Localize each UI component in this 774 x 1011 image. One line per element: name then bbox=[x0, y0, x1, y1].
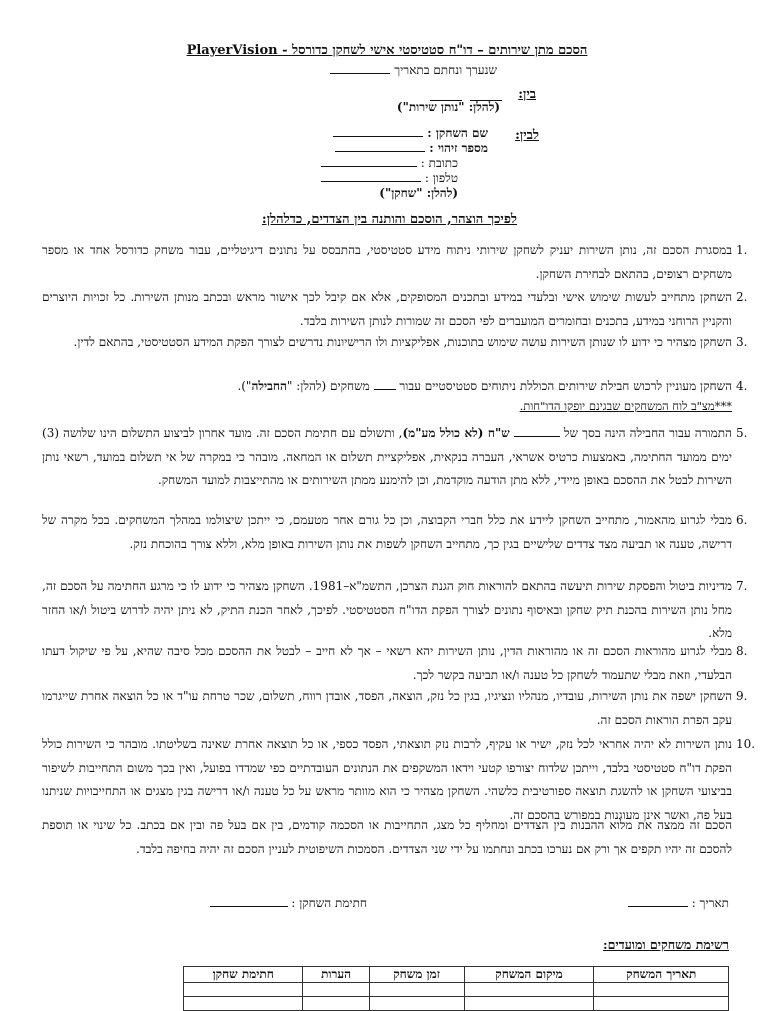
closing-paragraph: הסכם זה ממצה את מלוא ההבנות בין הצדדים ומחליף כל מצג, התחייבות או הסכמה קודמים, בין אם בעל פה ובין אם בכתב. כל שינוי או תוספת להסכם זה יהיו תקפים אך ורק אם נערכו בכתב ונחתמו על ידי שני הצדדים. הסמכות השיפוטית לעניין הסכם זה יהיה בחיפה בלבד. bbox=[42, 818, 732, 856]
clause-text: מבלי לגרוע מהוראות הסכם זה או מהוראות הדין, נותן השירות יהא רשאי – אך לא חייב – לבטל את ההסכם מכל סיבה שהיא, על פי שיקול דעתו הבלעדי, וזאת מבלי שתעמוד לשחקן כל טענה ו/או תביעה בקשר לכך. bbox=[42, 644, 732, 682]
price-currency: ש"ח (לא כולל מע"מ) bbox=[402, 426, 510, 440]
player-phone-row bbox=[321, 171, 458, 186]
signed-on-label: שנערך ונחתם בתאריך bbox=[394, 63, 497, 77]
clause-number: 4. bbox=[736, 379, 748, 393]
player-address-row bbox=[321, 156, 458, 171]
clause-number: 6. bbox=[736, 513, 748, 527]
clause-5 bbox=[42, 422, 748, 493]
player-details bbox=[321, 126, 488, 201]
clause-number: 9. bbox=[736, 689, 748, 703]
header-game-time: זמן משחק bbox=[369, 967, 464, 983]
clause-text: התמורה עבור החבילה הינה בסך של bbox=[563, 426, 732, 440]
clause-text: מבלי לגרוע מהאמור, מתחייב השחקן ליידע את כלל חברי הקבוצה, וכן כל גורם אחר מטעמם, כי ייתכן שיצולמו במהלך המשחקים. בכל מקרה של דרישה, טענה או תביעה מצד צדדים שלישיים בגין כך, מתחייב השחקן לשפות את נותן השירות באופן מלא, וללא צורך בהוכחת נזק. bbox=[42, 513, 732, 551]
cell-player-signature[interactable] bbox=[184, 983, 303, 997]
player-signature-field[interactable] bbox=[210, 905, 288, 907]
player-signature bbox=[210, 896, 367, 911]
schedule-header-row bbox=[184, 967, 729, 983]
player-signature-label: חתימת השחקן : bbox=[291, 896, 367, 910]
clause-text: נותן השירות לא יהיה אחראי לכל נזק, ישיר או עקיף, לרבות נזק תוצאתי, הפסד כספי, או כל תוצאה אחרת שאינה בשליטתו. מובהר כי השירות כולל הפקת דו"ח סטטיסטי בלבד, וייתכן שלדוח יצורפו קטעי וידאו המשקפים את הנתונים העובדתיים כפי שמדדו בפועל, ואין בכך משום התחייבות לשיפור בביצועי השחקן או להשגת תוצאה ספורטיבית כלשהי. השחקן מצהיר כי הוא מוותר מראש על כל טענה ו/או דרישה בגין מצגים או התחייבויות שניתנו בעל פה, ואשר אינן מעוגנות במפורש בהסכם זה. bbox=[42, 737, 732, 822]
package-term: החבילה bbox=[251, 379, 287, 393]
cell-notes[interactable] bbox=[303, 983, 369, 997]
player-phone-field[interactable] bbox=[321, 180, 421, 182]
player-id-row bbox=[321, 141, 488, 156]
clause-number: 8. bbox=[736, 644, 748, 658]
clause-text: משחקים (להלן: " bbox=[286, 379, 370, 393]
clause-number: 2. bbox=[736, 290, 748, 304]
table-row bbox=[184, 983, 729, 997]
schedule-note: ***מצ"ב לוח המשחקים שבגינם יופקו הדו"חות. bbox=[519, 399, 732, 413]
between-label: בין: bbox=[518, 87, 536, 102]
date-field[interactable] bbox=[628, 905, 688, 907]
clause-text: במסגרת הסכם זה, נותן השירות יעניק לשחקן שירותי ניתוח מידע סטטיסטי, בהתבסס על נתונים דיגיטליים, עבור משחק כדורסל אחד או מספר משחקים רצופים, בהתאם לבחירת השחקן. bbox=[42, 243, 732, 281]
clause-number: 1. bbox=[736, 243, 748, 257]
player-address-field[interactable] bbox=[321, 165, 417, 167]
table-row bbox=[184, 997, 729, 1011]
clause-6 bbox=[42, 509, 748, 556]
clause-text: השחקן מצהיר כי ידוע לו שנותן השירות עושה שימוש בתוכנות, אפליקציות ולו הרישיונות נדרשים לצורך הפקת המידע הסטטיסטי, בהתאם לדין. bbox=[73, 335, 732, 349]
cell-game-date[interactable] bbox=[594, 983, 729, 997]
header-notes: הערות bbox=[303, 967, 369, 983]
date-signature bbox=[628, 896, 729, 911]
clause-9 bbox=[42, 685, 748, 732]
player-id-label: מספר זיהוי : bbox=[429, 141, 488, 155]
games-count-field[interactable] bbox=[374, 388, 396, 390]
clause-number: 3. bbox=[736, 335, 748, 349]
player-phone-label: טלפון : bbox=[424, 171, 458, 185]
cell-game-time[interactable] bbox=[369, 997, 464, 1011]
cell-notes[interactable] bbox=[303, 997, 369, 1011]
cell-player-signature[interactable] bbox=[184, 997, 303, 1011]
player-id-field[interactable] bbox=[335, 150, 425, 152]
clause-number: 5. bbox=[736, 426, 748, 440]
clause-8 bbox=[42, 640, 748, 687]
signed-on-line bbox=[330, 63, 497, 78]
cell-game-location[interactable] bbox=[464, 997, 594, 1011]
clause-text: מדיניות ביטול והפסקת שירות תיעשה בהתאם להוראות חוק הגנת הצרכן, התשמ"א–1981. השחקן מצהיר כי ידוע לו כי מרגע החתימה על הסכם זה, מחל נותן השירות בהכנת תיק שחקן ובאיסוף נתונים לצורך הפקת הדו"ח הסטטיסטי. לפיכך, לאחר הכנת התיק, לא ניתן יהיה לדרוש ביטול ו/או החזר מלא. bbox=[42, 579, 732, 640]
clause-number: 10. bbox=[736, 737, 756, 751]
signed-date-field[interactable] bbox=[330, 72, 390, 74]
player-name-field[interactable] bbox=[333, 135, 423, 137]
clause-7 bbox=[42, 575, 748, 646]
document-title: הסכם מתן שירותים – דו"ח סטטיסטי אישי לשחקן כדורסל - PlayerVision bbox=[186, 43, 588, 58]
clause-text: , ותשולם עם חתימת הסכם זה. מועד אחרון לביצוע התשלום הינו שלושה (3) ימים ממועד החתימה, באמצעות כרטיס אשראי, העברה בנקאית, אפליקציית תשלום או המחאה. מובהר כי במקרה של אי תשלום במועד, רשאי נותן השירות לבטל את ההסכם באופן מיידי, ללא מתן הודעה מוקדמת, וכן להימנע ממתן השירותים או מהתייצבות למועד המשחק. bbox=[42, 426, 732, 487]
games-schedule-table bbox=[183, 966, 729, 1011]
player-name-label: שם השחקן : bbox=[427, 126, 488, 140]
schedule-title: רשימת משחקים ומועדים: bbox=[602, 937, 729, 952]
cell-game-time[interactable] bbox=[369, 983, 464, 997]
clause-number: 7. bbox=[736, 579, 748, 593]
cell-game-date[interactable] bbox=[594, 997, 729, 1011]
clause-text: השחקן מתחייב לעשות שימוש אישי ובלעדי במידע ובתכנים המסופקים, אלא אם קיבל לכך אישור מראש ובכתב מנותן השירות. כל זכויות היוצרים והקניין הרוחני במידע, בתכנים ובחומרים המועברים לפי הסכם זה שמורות לנותן השירות בלבד. bbox=[42, 290, 732, 328]
cell-game-location[interactable] bbox=[464, 983, 594, 997]
clause-4 bbox=[42, 376, 748, 416]
player-ref: (להלן: "שחקן") bbox=[379, 186, 458, 200]
whereas-heading: לפיכך הוצהר, הוסכם והותנה בין הצדדים, כדלהלן: bbox=[261, 212, 517, 227]
price-field[interactable] bbox=[514, 435, 560, 437]
player-name-row bbox=[321, 126, 488, 141]
header-game-date: תאריך המשחק bbox=[594, 967, 729, 983]
player-address-label: כתובת : bbox=[420, 156, 458, 170]
header-player-signature: חתימת שחקן bbox=[184, 967, 303, 983]
provider-ref: (להלן: "נותן שירות") bbox=[396, 100, 500, 114]
clause-3 bbox=[42, 331, 748, 355]
clause-2 bbox=[42, 286, 748, 333]
clause-text: השחקן מעוניין לרכוש חבילת שירותים הכוללת ניתוחים סטטיסטיים עבור bbox=[399, 379, 732, 393]
clause-1 bbox=[42, 239, 748, 286]
header-game-location: מיקום המשחק bbox=[464, 967, 594, 983]
clause-text: השחקן ישפה את נותן השירות, עובדיו, מנהליו ונציגיו, בגין כל נזק, הוצאה, הפסד, אובדן רווח, תשלום, שכר טרחת עו"ד או כל הוצאה אחרת שייגרמו עקב הפרת הוראות הסכם זה. bbox=[42, 689, 732, 727]
and-label: לבין: bbox=[515, 128, 539, 143]
date-label: תאריך : bbox=[691, 896, 729, 910]
clause-text: "). bbox=[237, 379, 252, 393]
provider-blank bbox=[430, 86, 502, 101]
clause-10 bbox=[42, 733, 756, 827]
